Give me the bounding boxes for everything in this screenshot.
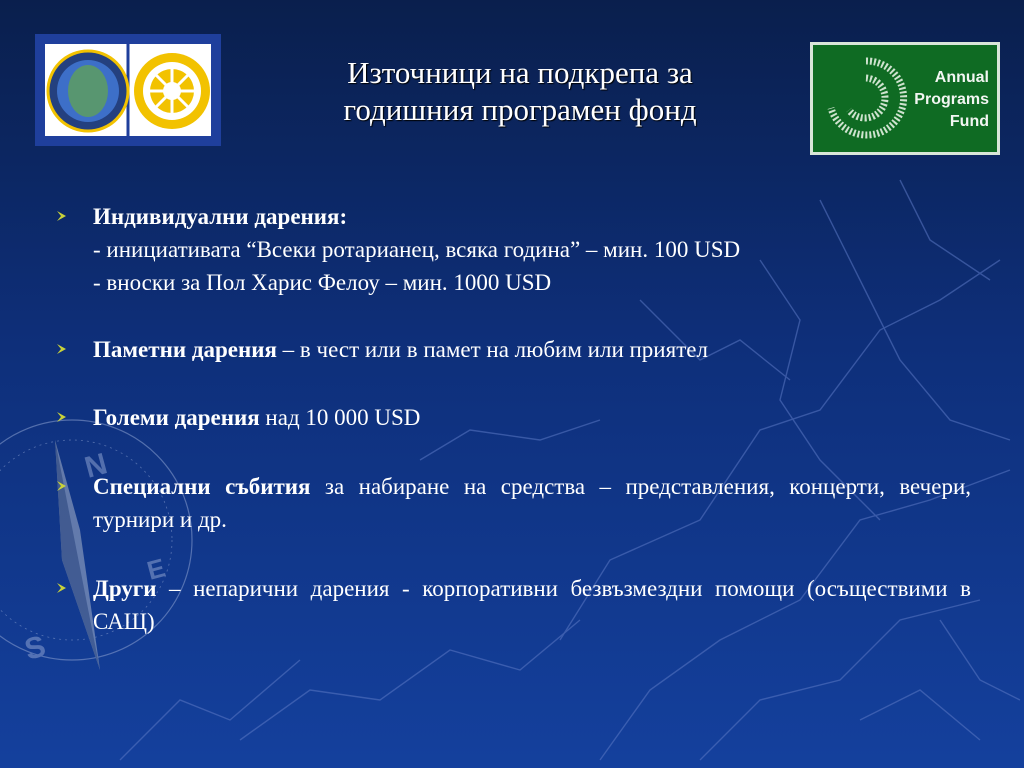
title-line-1: Източници на подкрепа за	[347, 55, 693, 90]
bullet-arrow-icon	[55, 479, 69, 493]
bullet-individual-donations	[55, 200, 971, 299]
annual-programs-fund-logo	[810, 42, 1000, 155]
title-line-2: годишния програмен фонд	[343, 92, 697, 127]
bullet-heading: Други	[93, 576, 157, 601]
rotary-foundation-logo	[48, 51, 128, 131]
apf-line-3: Fund	[949, 113, 989, 130]
apf-line-1: Annual	[934, 69, 989, 86]
bullet-sub-line: - вноски за Пол Харис Фелоу – мин. 1000 USD	[93, 270, 552, 295]
bullet-sub-line: - инициативата “Всеки ротарианец, всяка година” – мин. 100 USD	[93, 237, 741, 262]
bullet-text: за набиране на средства – представления, концерти, вечери, турнири и др.	[93, 474, 972, 532]
bullet-heading: Големи дарения	[93, 405, 260, 430]
bullet-other	[55, 572, 971, 638]
bullet-major-donations	[55, 401, 971, 434]
bullet-special-events	[55, 470, 971, 536]
svg-text:E: E	[143, 552, 169, 586]
bullet-heading: Паметни дарения	[93, 337, 277, 362]
bullet-text: – непарични дарения - корпоративни безвъзмездни помощи (осъществими в САЩ)	[93, 576, 971, 634]
rotary-international-wheel-logo	[134, 53, 210, 129]
bullet-memorial-donations	[55, 333, 971, 366]
bullet-list	[55, 200, 971, 638]
bullet-arrow-icon	[55, 342, 69, 356]
apf-line-2: Programs	[914, 91, 989, 108]
bullet-heading: Специални събития	[93, 474, 311, 499]
svg-text:S: S	[21, 629, 50, 667]
bullet-arrow-icon	[55, 209, 69, 223]
svg-text:N: N	[81, 447, 111, 485]
slide-title	[240, 54, 800, 128]
bullet-heading: Индивидуални дарения:	[93, 204, 348, 229]
bullet-text: – в чест или в памет на любим или приятел	[276, 337, 708, 362]
bullet-arrow-icon	[55, 581, 69, 595]
rotary-logos	[35, 34, 221, 146]
bullet-arrow-icon	[55, 410, 69, 424]
bullet-text: над 10 000 USD	[259, 405, 421, 430]
